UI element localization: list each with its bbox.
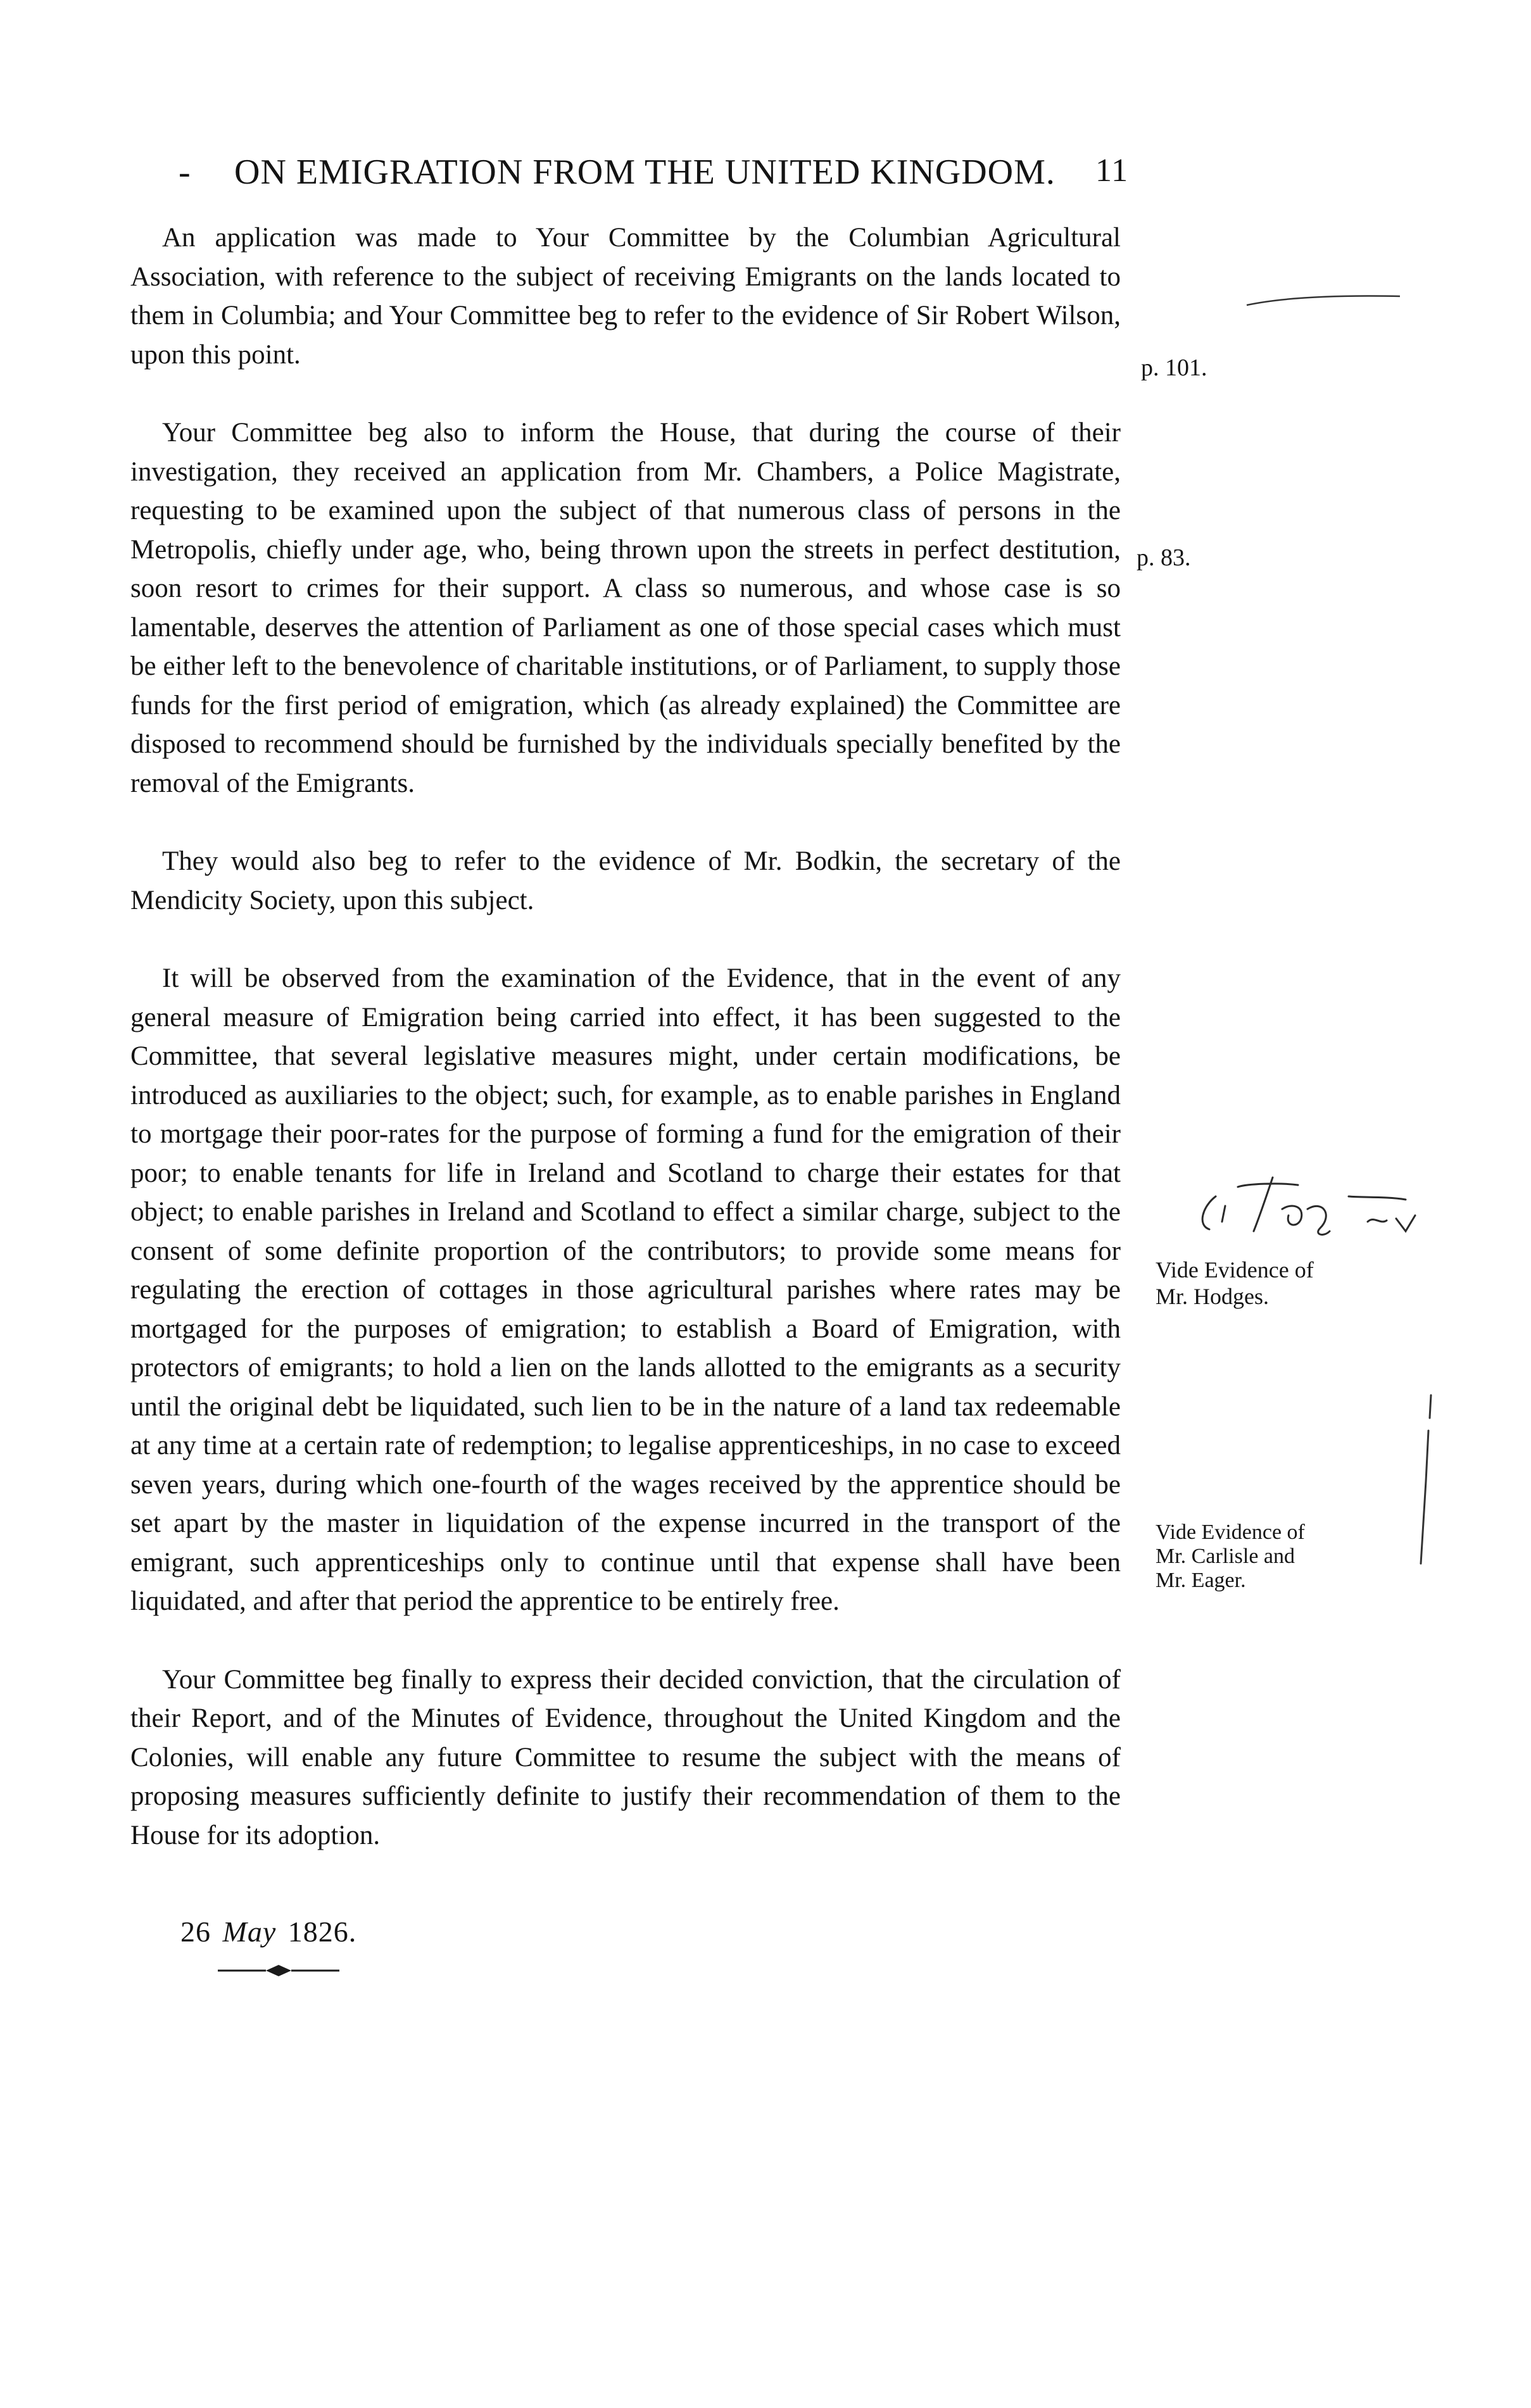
margin-note-page-101: p. 101. [1141, 354, 1207, 381]
margin-note-carlisle-eager [1156, 1521, 1305, 1593]
page-number: 11 [1095, 153, 1129, 189]
paragraph-columbian-association: An application was made to Your Committee by the Columbian Agricultural Association, with reference to the subject of receiving Emigrants on the lands located to them in Columbia; and Your Committee beg to refer to the evidence of Sir Robert Wilson, upon this point. [130, 223, 1121, 370]
margin-note-hodges-line2: Mr. Hodges. [1156, 1284, 1269, 1309]
page-title: ON EMIGRATION FROM THE UNITED KINGDOM. [234, 153, 1055, 192]
paragraph-conclusion: Your Committee beg finally to express their decided conviction, that the circulation of their Report, and of the Minutes of Evidence, throughout the United Kingdom and the Colonies, will enable any future Committee to resume the subject with the means of proposing measures sufficiently definite to justify their recommendation of them to the House for its adoption. [130, 1664, 1121, 1850]
paragraph-bodkin-evidence: They would also beg to refer to the evidence of Mr. Bodkin, the secretary of the Mendicity Society, upon this subject. [130, 846, 1121, 915]
paragraph-legislative-measures: It will be observed from the examination of the Evidence, that in the event of any general measure of Emigration being carried into effect, it has been suggested to the Committee, that several legislative measures might, under certain modifications, be introduced as auxiliaries to the object; such, for example, as to enable parishes in England to mortgage their poor-rates for the purpose of forming a fund for the emigration of their poor; to enable tenants for life in Ireland and Scotland to charge their estates for that object; to enable parishes in Ireland and Scotland to effect a similar charge, subject to the consent of some definite proportion of the contributors; to provide some means for regulating the erection of cottages in those agricultural parishes where rates may be mortgaged for the purposes of emigration; to establish a Board of Emigration, with protectors of emigrants; to hold a lien on the lands allotted to the emigrants as a security until the original debt be liquidated, such lien to be in the nature of a land tax redeemable at any time at a certain rate of redemption; to legalise apprenticeships, in no case to exceed seven years, during which one-fourth of the wages received by the apprentice should be set apart by the master in liquidation of the expense incurred in the transport of the emigrant, such apprenticeships only to continue until that expense shall have been liquidated, and after that period the apprentice to be entirely free. [130, 963, 1121, 1616]
date-day: 26 [180, 1916, 211, 1948]
margin-note-carlisle-line2: Mr. Carlisle and [1156, 1545, 1295, 1568]
margin-note-carlisle-line3: Mr. Eager. [1156, 1569, 1246, 1592]
running-head [0, 152, 1531, 209]
margin-note-hodges [1156, 1257, 1314, 1310]
margin-note-carlisle-line1: Vide Evidence of [1156, 1521, 1305, 1544]
handwritten-vertical-mark [1412, 1393, 1437, 1570]
header-dash: - [179, 153, 191, 192]
margin-note-page-83: p. 83. [1137, 544, 1191, 571]
report-date [180, 1915, 356, 1948]
body-text [130, 218, 1121, 1855]
date-year: 1826. [287, 1916, 357, 1948]
date-month: May [222, 1916, 277, 1948]
handwritten-signature [1178, 1171, 1431, 1241]
paragraph-chambers-application: Your Committee beg also to inform the House, that during the course of their investigation, they received an application from Mr. Chambers, a Police Magistrate, requesting to be examined upon the subject of that numerous class of persons in the Metropolis, chiefly under age, who, being thrown upon the streets in perfect destitution, soon resort to crimes for their support. A class so numerous, and whose case is so lamentable, deserves the attention of Parliament as one of those special cases which must be either left to the benevolence of charitable institutions, or of Parliament, to supply those funds for the first period of emigration, which (as already explained) the Committee are disposed to recommend should be furnished by the individuals specially benefited by the removal of the Emigrants. [130, 418, 1121, 798]
ornament-rule [215, 1961, 342, 1980]
margin-note-hodges-line1: Vide Evidence of [1156, 1257, 1314, 1282]
handwritten-rule-mark [1244, 291, 1402, 310]
